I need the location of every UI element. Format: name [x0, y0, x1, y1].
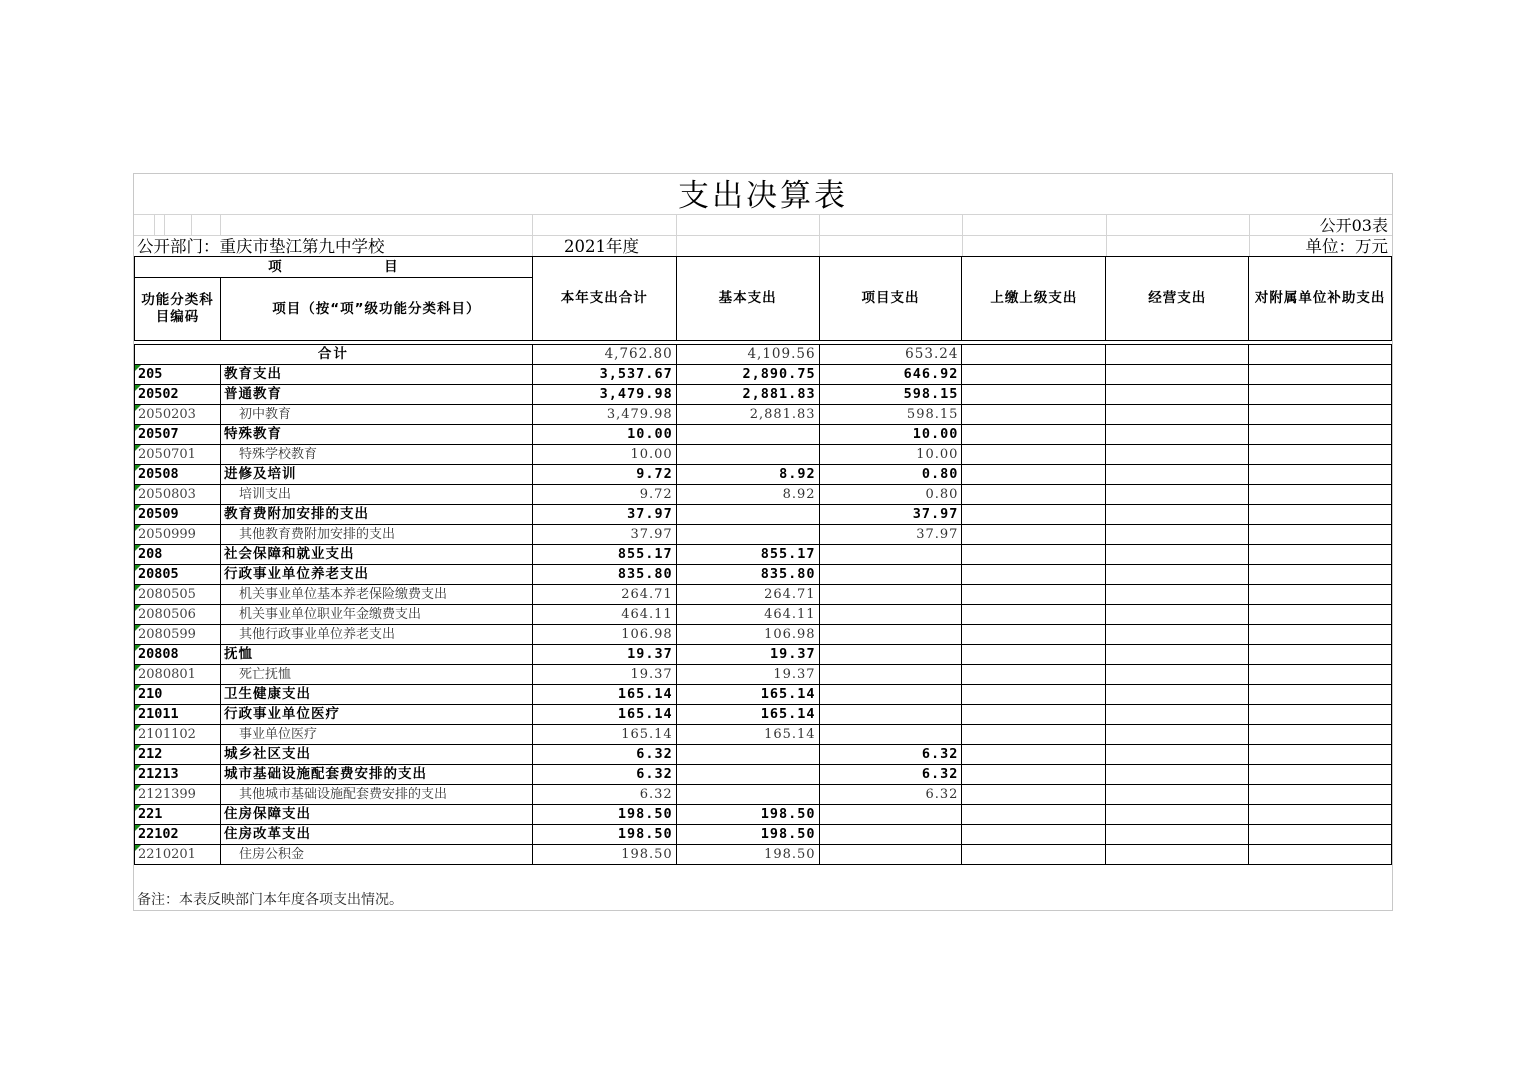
row-subsidy — [1249, 605, 1392, 625]
row-name: 卫生健康支出 — [220, 685, 532, 705]
row-code: 2080801 — [135, 665, 221, 685]
row-project: 646.92 — [819, 365, 962, 385]
row-basic — [676, 765, 819, 785]
table-row — [135, 645, 1392, 665]
row-name: 其他城市基础设施配套费安排的支出 — [220, 785, 532, 805]
row-upper — [962, 485, 1106, 505]
row-business — [1106, 585, 1249, 605]
header-subsidy: 对附属单位补助支出 — [1249, 257, 1392, 341]
row-business — [1106, 565, 1249, 585]
grid-line — [819, 214, 820, 256]
row-total: 37.97 — [532, 525, 676, 545]
row-business — [1106, 385, 1249, 405]
row-code: 210 — [135, 685, 221, 705]
row-name: 抚恤 — [220, 645, 532, 665]
row-business — [1106, 725, 1249, 745]
row-project — [819, 725, 962, 745]
row-subsidy — [1249, 805, 1392, 825]
row-total: 198.50 — [532, 845, 676, 865]
grid-line — [1249, 214, 1250, 256]
table-row — [135, 705, 1392, 725]
row-name: 事业单位医疗 — [220, 725, 532, 745]
row-business — [1106, 845, 1249, 865]
row-code: 2210201 — [135, 845, 221, 865]
row-upper — [962, 705, 1106, 725]
row-name: 住房改革支出 — [220, 825, 532, 845]
grid-line — [154, 214, 155, 235]
row-business — [1106, 485, 1249, 505]
row-basic: 2,890.75 — [676, 365, 819, 385]
row-name: 普通教育 — [220, 385, 532, 405]
row-subsidy — [1249, 705, 1392, 725]
row-total: 10.00 — [532, 425, 676, 445]
row-project: 0.80 — [819, 485, 962, 505]
row-code: 2080599 — [135, 625, 221, 645]
row-business — [1106, 425, 1249, 445]
row-business — [1106, 525, 1249, 545]
row-business — [1106, 605, 1249, 625]
row-name: 教育支出 — [220, 365, 532, 385]
table-number: 公开03表 — [1319, 216, 1388, 235]
header-total: 本年支出合计 — [532, 257, 676, 341]
row-upper — [962, 785, 1106, 805]
row-subsidy — [1249, 525, 1392, 545]
row-total: 198.50 — [532, 805, 676, 825]
row-business — [1106, 665, 1249, 685]
row-code: 2080506 — [135, 605, 221, 625]
grid-line — [134, 235, 1392, 236]
row-project: 37.97 — [819, 505, 962, 525]
row-project: 10.00 — [819, 445, 962, 465]
table-row — [135, 585, 1392, 605]
row-upper — [962, 445, 1106, 465]
grid-line — [220, 214, 221, 235]
row-project: 598.15 — [819, 385, 962, 405]
row-business — [1106, 505, 1249, 525]
row-code: 20805 — [135, 565, 221, 585]
header-business: 经营支出 — [1106, 257, 1249, 341]
row-name: 城市基础设施配套费安排的支出 — [220, 765, 532, 785]
row-upper — [962, 765, 1106, 785]
table-row — [135, 505, 1392, 525]
row-name: 死亡抚恤 — [220, 665, 532, 685]
row-code: 22102 — [135, 825, 221, 845]
row-subsidy — [1249, 665, 1392, 685]
row-subsidy — [1249, 745, 1392, 765]
row-subsidy — [1249, 625, 1392, 645]
row-business — [1106, 365, 1249, 385]
row-name: 行政事业单位医疗 — [220, 705, 532, 725]
header-project: 项目支出 — [819, 257, 962, 341]
row-subsidy — [1249, 565, 1392, 585]
table-row — [135, 365, 1392, 385]
row-project — [819, 585, 962, 605]
grid-line — [962, 214, 963, 256]
header-upper: 上缴上级支出 — [962, 257, 1106, 341]
row-code: 20509 — [135, 505, 221, 525]
row-business — [1106, 805, 1249, 825]
row-business — [1106, 405, 1249, 425]
table-row — [135, 385, 1392, 405]
header-project-group: 项 目 — [135, 257, 533, 278]
row-code: 2050803 — [135, 485, 221, 505]
total-upper — [962, 345, 1106, 365]
row-subsidy — [1249, 685, 1392, 705]
row-total: 3,479.98 — [532, 385, 676, 405]
row-business — [1106, 825, 1249, 845]
row-total: 106.98 — [532, 625, 676, 645]
row-basic — [676, 785, 819, 805]
row-business — [1106, 465, 1249, 485]
row-name: 其他行政事业单位养老支出 — [220, 625, 532, 645]
row-total: 3,479.98 — [532, 405, 676, 425]
row-code: 21213 — [135, 765, 221, 785]
header-code: 功能分类科目编码 — [135, 278, 221, 341]
table-row — [135, 785, 1392, 805]
row-upper — [962, 645, 1106, 665]
row-business — [1106, 645, 1249, 665]
table-row — [135, 405, 1392, 425]
row-basic: 19.37 — [676, 645, 819, 665]
row-basic: 2,881.83 — [676, 405, 819, 425]
table-row — [135, 765, 1392, 785]
row-basic: 8.92 — [676, 485, 819, 505]
header-name: 项目（按“项”级功能分类科目） — [220, 278, 532, 341]
row-code: 20508 — [135, 465, 221, 485]
row-name: 城乡社区支出 — [220, 745, 532, 765]
row-project — [819, 545, 962, 565]
row-project — [819, 645, 962, 665]
row-subsidy — [1249, 645, 1392, 665]
table-row — [135, 485, 1392, 505]
row-total: 9.72 — [532, 485, 676, 505]
row-total: 37.97 — [532, 505, 676, 525]
row-subsidy — [1249, 765, 1392, 785]
row-project — [819, 625, 962, 645]
row-name: 行政事业单位养老支出 — [220, 565, 532, 585]
row-project — [819, 685, 962, 705]
row-total: 6.32 — [532, 765, 676, 785]
row-total: 6.32 — [532, 745, 676, 765]
row-subsidy — [1249, 485, 1392, 505]
grid-line — [1106, 214, 1107, 256]
row-total: 165.14 — [532, 705, 676, 725]
row-name: 教育费附加安排的支出 — [220, 505, 532, 525]
table-row — [135, 665, 1392, 685]
row-upper — [962, 405, 1106, 425]
row-business — [1106, 765, 1249, 785]
table-row — [135, 625, 1392, 645]
table-row — [135, 605, 1392, 625]
total-row — [135, 345, 1392, 365]
row-code: 205 — [135, 365, 221, 385]
row-upper — [962, 845, 1106, 865]
total-amount: 4,762.80 — [532, 345, 676, 365]
row-upper — [962, 505, 1106, 525]
table-row — [135, 445, 1392, 465]
grid-line — [164, 214, 165, 235]
row-code: 21011 — [135, 705, 221, 725]
row-upper — [962, 825, 1106, 845]
footnote: 备注：本表反映部门本年度各项支出情况。 — [137, 892, 403, 908]
row-basic — [676, 445, 819, 465]
row-code: 208 — [135, 545, 221, 565]
row-upper — [962, 465, 1106, 485]
row-subsidy — [1249, 505, 1392, 525]
table-row — [135, 685, 1392, 705]
row-subsidy — [1249, 405, 1392, 425]
row-subsidy — [1249, 445, 1392, 465]
row-subsidy — [1249, 725, 1392, 745]
row-basic — [676, 425, 819, 445]
row-code: 2050999 — [135, 525, 221, 545]
row-basic: 8.92 — [676, 465, 819, 485]
grid-line — [191, 214, 192, 235]
row-code: 212 — [135, 745, 221, 765]
row-business — [1106, 745, 1249, 765]
row-total: 9.72 — [532, 465, 676, 485]
row-basic: 198.50 — [676, 845, 819, 865]
row-subsidy — [1249, 425, 1392, 445]
row-basic: 835.80 — [676, 565, 819, 585]
row-code: 2050203 — [135, 405, 221, 425]
row-project: 6.32 — [819, 765, 962, 785]
row-basic — [676, 505, 819, 525]
row-project: 0.80 — [819, 465, 962, 485]
row-upper — [962, 605, 1106, 625]
row-project: 6.32 — [819, 785, 962, 805]
row-subsidy — [1249, 585, 1392, 605]
table-row — [135, 565, 1392, 585]
row-subsidy — [1249, 465, 1392, 485]
row-project: 10.00 — [819, 425, 962, 445]
page-title: 支出决算表 — [678, 178, 848, 214]
row-upper — [962, 525, 1106, 545]
row-subsidy — [1249, 825, 1392, 845]
row-upper — [962, 585, 1106, 605]
row-code: 2050701 — [135, 445, 221, 465]
row-total: 19.37 — [532, 645, 676, 665]
row-upper — [962, 805, 1106, 825]
row-basic: 855.17 — [676, 545, 819, 565]
row-name: 社会保障和就业支出 — [220, 545, 532, 565]
row-total: 19.37 — [532, 665, 676, 685]
grid-line — [676, 214, 677, 256]
expenditure-sheet — [133, 173, 1393, 911]
row-upper — [962, 685, 1106, 705]
row-project — [819, 705, 962, 725]
table-row — [135, 465, 1392, 485]
row-project: 37.97 — [819, 525, 962, 545]
row-upper — [962, 745, 1106, 765]
row-code: 2121399 — [135, 785, 221, 805]
row-project: 6.32 — [819, 745, 962, 765]
header-basic: 基本支出 — [676, 257, 819, 341]
row-upper — [962, 625, 1106, 645]
row-basic: 165.14 — [676, 685, 819, 705]
table-row — [135, 825, 1392, 845]
row-basic: 464.11 — [676, 605, 819, 625]
row-project — [819, 825, 962, 845]
grid-line — [134, 214, 1392, 215]
row-name: 培训支出 — [220, 485, 532, 505]
row-basic: 19.37 — [676, 665, 819, 685]
row-name: 特殊学校教育 — [220, 445, 532, 465]
table-row — [135, 745, 1392, 765]
row-total: 165.14 — [532, 725, 676, 745]
table-row — [135, 525, 1392, 545]
total-business — [1106, 345, 1249, 365]
row-name: 特殊教育 — [220, 425, 532, 445]
row-upper — [962, 365, 1106, 385]
row-upper — [962, 565, 1106, 585]
row-total: 855.17 — [532, 545, 676, 565]
row-upper — [962, 665, 1106, 685]
row-name: 住房保障支出 — [220, 805, 532, 825]
row-subsidy — [1249, 365, 1392, 385]
row-basic: 165.14 — [676, 725, 819, 745]
row-basic: 264.71 — [676, 585, 819, 605]
row-name: 住房公积金 — [220, 845, 532, 865]
row-basic: 2,881.83 — [676, 385, 819, 405]
row-project — [819, 565, 962, 585]
fiscal-year: 2021年度 — [564, 237, 639, 256]
row-subsidy — [1249, 785, 1392, 805]
table-row — [135, 545, 1392, 565]
row-total: 6.32 — [532, 785, 676, 805]
row-name: 机关事业单位基本养老保险缴费支出 — [220, 585, 532, 605]
row-code: 2101102 — [135, 725, 221, 745]
row-name: 初中教育 — [220, 405, 532, 425]
row-business — [1106, 545, 1249, 565]
table-row — [135, 845, 1392, 865]
total-subsidy — [1249, 345, 1392, 365]
row-subsidy — [1249, 545, 1392, 565]
total-project: 653.24 — [819, 345, 962, 365]
department-label: 公开部门：重庆市垫江第九中学校 — [137, 237, 385, 256]
row-basic: 165.14 — [676, 705, 819, 725]
row-name: 机关事业单位职业年金缴费支出 — [220, 605, 532, 625]
row-upper — [962, 425, 1106, 445]
row-basic: 198.50 — [676, 805, 819, 825]
expenditure-table — [134, 256, 1392, 865]
row-subsidy — [1249, 385, 1392, 405]
row-total: 198.50 — [532, 825, 676, 845]
row-name: 其他教育费附加安排的支出 — [220, 525, 532, 545]
row-upper — [962, 545, 1106, 565]
grid-line — [532, 214, 533, 256]
row-code: 20502 — [135, 385, 221, 405]
row-basic: 106.98 — [676, 625, 819, 645]
row-basic: 198.50 — [676, 825, 819, 845]
row-business — [1106, 445, 1249, 465]
table-row — [135, 425, 1392, 445]
table-row — [135, 725, 1392, 745]
row-project — [819, 665, 962, 685]
row-code: 20808 — [135, 645, 221, 665]
row-business — [1106, 785, 1249, 805]
row-code: 2080505 — [135, 585, 221, 605]
row-business — [1106, 625, 1249, 645]
total-label: 合计 — [135, 345, 533, 365]
row-code: 20507 — [135, 425, 221, 445]
row-total: 165.14 — [532, 685, 676, 705]
row-business — [1106, 685, 1249, 705]
row-name: 进修及培训 — [220, 465, 532, 485]
row-total: 835.80 — [532, 565, 676, 585]
row-total: 3,537.67 — [532, 365, 676, 385]
row-project: 598.15 — [819, 405, 962, 425]
row-project — [819, 805, 962, 825]
row-upper — [962, 385, 1106, 405]
row-upper — [962, 725, 1106, 745]
table-row — [135, 805, 1392, 825]
row-total: 10.00 — [532, 445, 676, 465]
row-business — [1106, 705, 1249, 725]
unit-label: 单位：万元 — [1305, 237, 1388, 256]
row-subsidy — [1249, 845, 1392, 865]
row-basic — [676, 525, 819, 545]
row-project — [819, 845, 962, 865]
row-code: 221 — [135, 805, 221, 825]
row-basic — [676, 745, 819, 765]
total-basic: 4,109.56 — [676, 345, 819, 365]
row-project — [819, 605, 962, 625]
row-total: 264.71 — [532, 585, 676, 605]
row-total: 464.11 — [532, 605, 676, 625]
